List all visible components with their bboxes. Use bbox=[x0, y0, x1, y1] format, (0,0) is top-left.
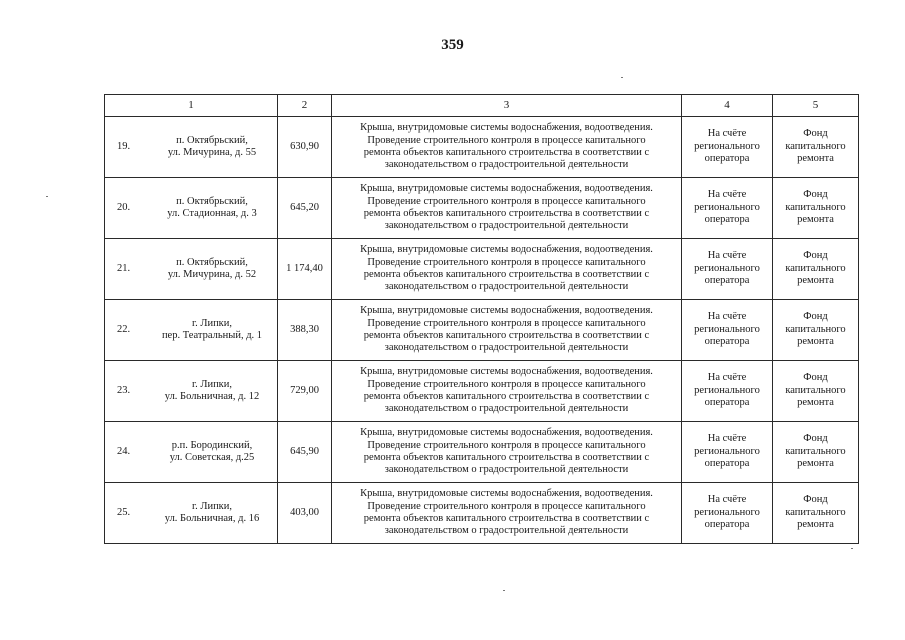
works-cell bbox=[332, 361, 682, 422]
owner-line: На счёте bbox=[707, 128, 747, 140]
fund-cell bbox=[773, 178, 859, 239]
address-line: г. Липки, bbox=[191, 317, 233, 329]
row-number: 20. bbox=[117, 201, 131, 213]
owner-line: регионального bbox=[694, 201, 760, 213]
scan-speck bbox=[503, 590, 505, 591]
scan-speck bbox=[621, 77, 623, 78]
owner-line: регионального bbox=[694, 262, 760, 274]
address-line: п. Октябрьский, bbox=[176, 195, 248, 207]
fund-cell bbox=[773, 361, 859, 422]
fund-line: капитального bbox=[785, 262, 846, 274]
area-cell: 1 174,40 bbox=[278, 239, 332, 300]
row-number: 25. bbox=[117, 506, 131, 518]
works-line: Проведение строительного контроля в процессе капитального bbox=[367, 317, 646, 329]
fund-line: ремонта bbox=[797, 397, 834, 409]
owner-cell bbox=[682, 483, 773, 544]
row-number: 23. bbox=[117, 384, 131, 396]
works-cell bbox=[332, 483, 682, 544]
owner-line: регионального bbox=[694, 384, 760, 396]
fund-line: Фонд bbox=[803, 128, 828, 140]
number-address-cell bbox=[105, 300, 278, 361]
address bbox=[108, 501, 274, 526]
owner-line: оператора bbox=[704, 336, 750, 348]
table-row bbox=[105, 178, 859, 239]
number-address-cell bbox=[105, 361, 278, 422]
owner-cell bbox=[682, 117, 773, 178]
fund-line: капитального bbox=[785, 445, 846, 457]
fund-line: ремонта bbox=[797, 458, 834, 470]
area-cell: 645,90 bbox=[278, 422, 332, 483]
owner-line: На счёте bbox=[707, 250, 747, 262]
owner-line: оператора bbox=[704, 153, 750, 165]
works-line: Проведение строительного контроля в процессе капитального bbox=[367, 256, 646, 268]
address-line: р.п. Бородинский, bbox=[171, 439, 253, 451]
area-cell: 645,20 bbox=[278, 178, 332, 239]
address-line: п. Октябрьский, bbox=[176, 256, 248, 268]
table-row bbox=[105, 239, 859, 300]
works-line: Проведение строительного контроля в процессе капитального bbox=[367, 439, 646, 451]
owner-cell bbox=[682, 300, 773, 361]
works-line: Проведение строительного контроля в процессе капитального bbox=[367, 500, 646, 512]
works-line: ремонта объектов капитального строительства в соответствии с bbox=[363, 147, 650, 158]
fund-line: ремонта bbox=[797, 336, 834, 348]
area-cell: 403,00 bbox=[278, 483, 332, 544]
number-address-cell bbox=[105, 117, 278, 178]
fund-line: капитального bbox=[785, 323, 846, 335]
scan-speck bbox=[46, 196, 48, 197]
fund-line: Фонд bbox=[803, 311, 828, 323]
fund-line: ремонта bbox=[797, 275, 834, 287]
works-line: ремонта объектов капитального строительства в соответствии с bbox=[363, 330, 650, 341]
fund-cell bbox=[773, 422, 859, 483]
column-header-3: 3 bbox=[332, 95, 682, 117]
owner-line: На счёте bbox=[707, 372, 747, 384]
owner-cell bbox=[682, 422, 773, 483]
scan-speck bbox=[851, 548, 853, 549]
owner-line: На счёте bbox=[707, 433, 747, 445]
fund-line: капитального bbox=[785, 506, 846, 518]
owner-line: регионального bbox=[694, 323, 760, 335]
works-line: законодательством о градостроительной деятельности bbox=[384, 342, 629, 354]
works-line: ремонта объектов капитального строительства в соответствии с bbox=[363, 208, 650, 219]
fund-line: Фонд bbox=[803, 372, 828, 384]
fund-line: ремонта bbox=[797, 153, 834, 165]
owner-line: регионального bbox=[694, 445, 760, 457]
address-line: п. Октябрьский, bbox=[176, 134, 248, 146]
row-number: 19. bbox=[117, 140, 131, 152]
address-line: г. Липки, bbox=[191, 378, 233, 390]
works-line: Проведение строительного контроля в процессе капитального bbox=[367, 378, 646, 390]
address-line: ул. Мичурина, д. 55 bbox=[167, 147, 257, 158]
works-line: Крыша, внутридомовые системы водоснабжения, водоотведения. bbox=[360, 366, 653, 378]
works-cell bbox=[332, 422, 682, 483]
column-header-2: 2 bbox=[278, 95, 332, 117]
works-line: Крыша, внутридомовые системы водоснабжения, водоотведения. bbox=[360, 305, 653, 317]
works-line: законодательством о градостроительной деятельности bbox=[384, 220, 629, 232]
row-number: 22. bbox=[117, 323, 131, 335]
fund-line: капитального bbox=[785, 140, 846, 152]
owner-line: регионального bbox=[694, 506, 760, 518]
owner-line: оператора bbox=[704, 214, 750, 226]
address-line: ул. Советская, д.25 bbox=[169, 452, 255, 463]
address-line: ул. Больничная, д. 12 bbox=[164, 391, 260, 402]
table-row bbox=[105, 361, 859, 422]
works-line: законодательством о градостроительной деятельности bbox=[384, 464, 629, 476]
works-line: законодательством о градостроительной деятельности bbox=[384, 525, 629, 537]
works-line: Крыша, внутридомовые системы водоснабжения, водоотведения. bbox=[360, 122, 653, 134]
owner-line: оператора bbox=[704, 519, 750, 531]
fund-line: Фонд bbox=[803, 433, 828, 445]
fund-line: капитального bbox=[785, 384, 846, 396]
works-cell bbox=[332, 300, 682, 361]
owner-line: оператора bbox=[704, 397, 750, 409]
address bbox=[108, 257, 274, 282]
works-line: законодательством о градостроительной деятельности bbox=[384, 403, 629, 415]
fund-line: ремонта bbox=[797, 519, 834, 531]
table-row bbox=[105, 483, 859, 544]
owner-line: оператора bbox=[704, 275, 750, 287]
table-row bbox=[105, 117, 859, 178]
fund-line: капитального bbox=[785, 201, 846, 213]
number-address-cell bbox=[105, 483, 278, 544]
owner-line: регионального bbox=[694, 140, 760, 152]
repair-registry-table bbox=[104, 94, 859, 544]
address-line: ул. Мичурина, д. 52 bbox=[167, 269, 257, 280]
area-cell: 729,00 bbox=[278, 361, 332, 422]
number-address-cell bbox=[105, 239, 278, 300]
fund-cell bbox=[773, 483, 859, 544]
works-line: Крыша, внутридомовые системы водоснабжения, водоотведения. bbox=[360, 183, 653, 195]
address bbox=[108, 440, 274, 465]
fund-line: Фонд bbox=[803, 494, 828, 506]
works-line: Крыша, внутридомовые системы водоснабжения, водоотведения. bbox=[360, 488, 653, 500]
address-line: ул. Стадионная, д. 3 bbox=[167, 208, 257, 219]
works-line: Проведение строительного контроля в процессе капитального bbox=[367, 134, 646, 146]
table-header-row bbox=[105, 95, 859, 117]
address-line: ул. Больничная, д. 16 bbox=[164, 513, 260, 524]
fund-cell bbox=[773, 117, 859, 178]
table-row bbox=[105, 300, 859, 361]
owner-cell bbox=[682, 361, 773, 422]
page-number: 359 bbox=[441, 37, 464, 53]
column-header-4: 4 bbox=[682, 95, 773, 117]
owner-line: На счёте bbox=[707, 189, 747, 201]
address-line: г. Липки, bbox=[191, 500, 233, 512]
address-line: пер. Театральный, д. 1 bbox=[161, 330, 263, 341]
address bbox=[108, 318, 274, 343]
fund-line: ремонта bbox=[797, 214, 834, 226]
number-address-cell bbox=[105, 422, 278, 483]
works-line: ремонта объектов капитального строительства в соответствии с bbox=[363, 269, 650, 280]
works-line: ремонта объектов капитального строительства в соответствии с bbox=[363, 452, 650, 463]
works-line: законодательством о градостроительной деятельности bbox=[384, 159, 629, 171]
area-cell: 630,90 bbox=[278, 117, 332, 178]
owner-line: оператора bbox=[704, 458, 750, 470]
table-row bbox=[105, 422, 859, 483]
works-line: ремонта объектов капитального строительства в соответствии с bbox=[363, 391, 650, 402]
works-line: Крыша, внутридомовые системы водоснабжения, водоотведения. bbox=[360, 427, 653, 439]
area-cell: 388,30 bbox=[278, 300, 332, 361]
row-number: 24. bbox=[117, 445, 131, 457]
owner-line: На счёте bbox=[707, 311, 747, 323]
works-cell bbox=[332, 117, 682, 178]
owner-cell bbox=[682, 178, 773, 239]
works-line: ремонта объектов капитального строительства в соответствии с bbox=[363, 513, 650, 524]
fund-cell bbox=[773, 239, 859, 300]
owner-line: На счёте bbox=[707, 494, 747, 506]
fund-cell bbox=[773, 300, 859, 361]
fund-line: Фонд bbox=[803, 189, 828, 201]
works-line: Проведение строительного контроля в процессе капитального bbox=[367, 195, 646, 207]
works-cell bbox=[332, 239, 682, 300]
column-header-5: 5 bbox=[773, 95, 859, 117]
address bbox=[108, 135, 274, 160]
address bbox=[108, 196, 274, 221]
owner-cell bbox=[682, 239, 773, 300]
fund-line: Фонд bbox=[803, 250, 828, 262]
column-header-1: 1 bbox=[105, 95, 278, 117]
works-line: законодательством о градостроительной деятельности bbox=[384, 281, 629, 293]
row-number: 21. bbox=[117, 262, 131, 274]
works-line: Крыша, внутридомовые системы водоснабжения, водоотведения. bbox=[360, 244, 653, 256]
address bbox=[108, 379, 274, 404]
works-cell bbox=[332, 178, 682, 239]
number-address-cell bbox=[105, 178, 278, 239]
